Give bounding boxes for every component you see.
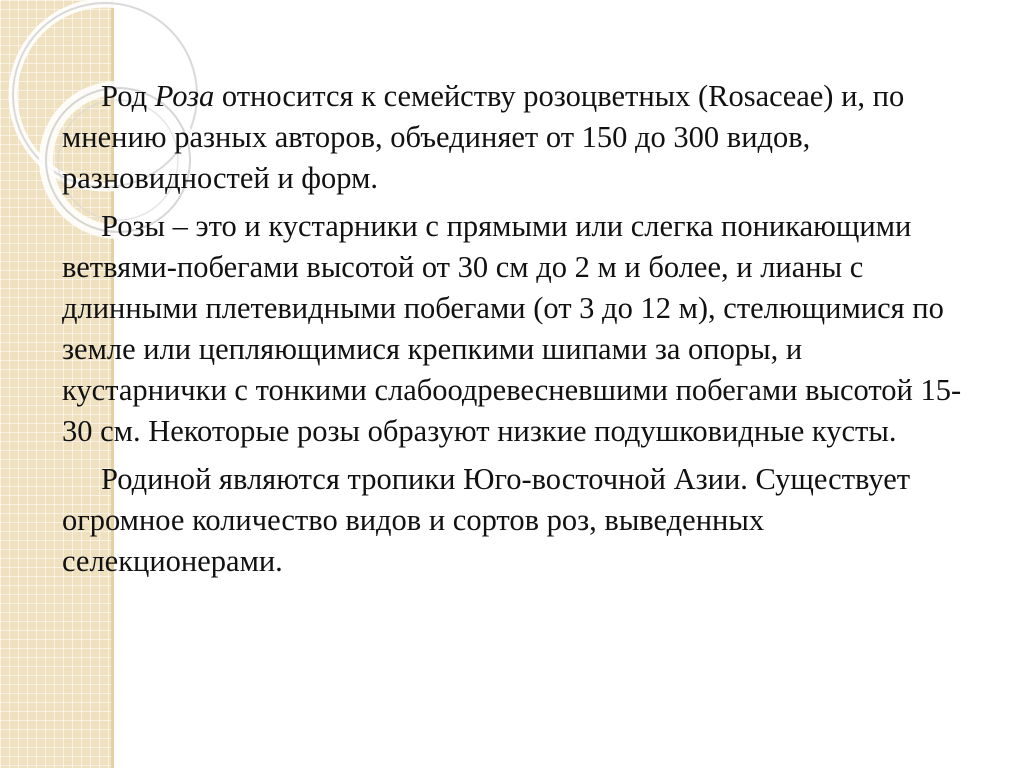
slide-text-body [62,76,972,589]
paragraph-origin: Родиной являются тропики Юго-восточной Азии. Существует огромное количество видов и сортов роз, выведенных селекционерами. [62,462,911,578]
paragraph-genus [62,76,972,199]
paragraph-genus-rest: относится к семейству розоцветных (Rosaceae) и, по мнению разных авторов, объединяет от 150 до 300 видов, разновидностей и форм. [62,79,905,195]
paragraph-genus-lead: Род [101,79,155,113]
paragraph-description: Розы – это и кустарники с прямыми или слегка поникающими ветвями-побегами высотой от 30 см до 2 м и более, и лианы с длинными плетевидными побегами (от 3 до 12 м), стелющимися по земле или цепляющимися крепкими шипами за опоры, и кустарнички с тонкими слабоодревесневшими побегами высотой 15-30 см. Некоторые розы образуют низкие подушковидные кусты. [62,209,962,448]
genus-name-italic: Роза [154,79,215,113]
